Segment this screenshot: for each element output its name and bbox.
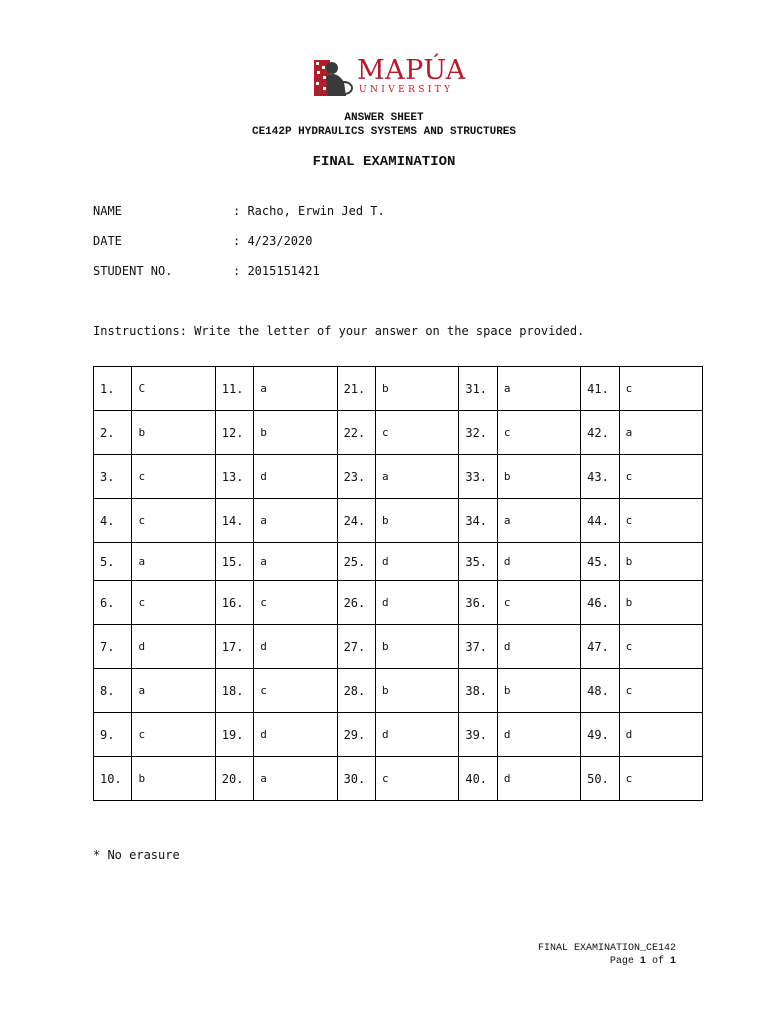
student-label: STUDENT NO.	[93, 264, 173, 278]
question-number: 4.	[94, 499, 132, 543]
student-row	[93, 264, 320, 278]
answer-cell: c	[619, 625, 702, 669]
question-number: 22.	[337, 411, 375, 455]
question-number: 17.	[215, 625, 253, 669]
table-row	[94, 499, 703, 543]
answer-cell: a	[376, 455, 459, 499]
instructions: Instructions: Write the letter of your answer on the space provided.	[93, 324, 585, 338]
question-number: 49.	[581, 713, 619, 757]
question-number: 11.	[215, 367, 253, 411]
answer-cell: d	[619, 713, 702, 757]
question-number: 34.	[459, 499, 497, 543]
answer-cell: a	[497, 499, 580, 543]
answer-cell: d	[376, 543, 459, 581]
logo-emblem-icon	[302, 56, 354, 100]
answer-cell: c	[132, 455, 215, 499]
table-row	[94, 543, 703, 581]
question-number: 36.	[459, 581, 497, 625]
question-number: 25.	[337, 543, 375, 581]
answer-cell: c	[376, 411, 459, 455]
name-row	[93, 204, 385, 218]
table-row	[94, 581, 703, 625]
answer-cell: d	[376, 581, 459, 625]
answer-cell: c	[254, 669, 337, 713]
question-number: 29.	[337, 713, 375, 757]
question-number: 14.	[215, 499, 253, 543]
student-value: : 2015151421	[233, 264, 320, 278]
answer-cell: d	[254, 455, 337, 499]
question-number: 10.	[94, 757, 132, 801]
question-number: 32.	[459, 411, 497, 455]
answer-cell: b	[132, 757, 215, 801]
university-logo	[302, 56, 472, 102]
answer-cell: b	[497, 669, 580, 713]
answer-cell: c	[619, 669, 702, 713]
answer-cell: b	[619, 543, 702, 581]
question-number: 30.	[337, 757, 375, 801]
answer-cell: c	[619, 367, 702, 411]
table-row	[94, 455, 703, 499]
answer-cell: c	[132, 499, 215, 543]
question-number: 33.	[459, 455, 497, 499]
answer-cell: d	[254, 713, 337, 757]
course-title: CE142P HYDRAULICS SYSTEMS AND STRUCTURES	[251, 126, 517, 138]
answer-cell: c	[376, 757, 459, 801]
logo-name: MAPÚA	[357, 55, 466, 86]
answer-cell: a	[254, 757, 337, 801]
question-number: 38.	[459, 669, 497, 713]
answer-cell: a	[254, 543, 337, 581]
question-number: 37.	[459, 625, 497, 669]
question-number: 43.	[581, 455, 619, 499]
question-number: 5.	[94, 543, 132, 581]
page-total: 1	[669, 956, 676, 967]
question-number: 44.	[581, 499, 619, 543]
name-label: NAME	[93, 204, 122, 218]
answer-cell: a	[497, 367, 580, 411]
answer-cell: b	[132, 411, 215, 455]
question-number: 20.	[215, 757, 253, 801]
of-word: of	[651, 956, 664, 967]
note: * No erasure	[93, 848, 180, 862]
question-number: 1.	[94, 367, 132, 411]
question-number: 45.	[581, 543, 619, 581]
page-number: 1	[639, 956, 646, 967]
question-number: 39.	[459, 713, 497, 757]
question-number: 21.	[337, 367, 375, 411]
exam-title: FINAL EXAMINATION	[312, 154, 456, 170]
question-number: 35.	[459, 543, 497, 581]
sheet-title: ANSWER SHEET	[344, 112, 424, 124]
table-row	[94, 713, 703, 757]
name-value: : Racho, Erwin Jed T.	[233, 204, 385, 218]
question-number: 48.	[581, 669, 619, 713]
answer-cell: b	[376, 367, 459, 411]
answer-cell: b	[376, 669, 459, 713]
question-number: 27.	[337, 625, 375, 669]
answer-cell: d	[376, 713, 459, 757]
table-row	[94, 411, 703, 455]
answer-cell: a	[619, 411, 702, 455]
answer-cell: a	[254, 367, 337, 411]
question-number: 12.	[215, 411, 253, 455]
answer-cell: b	[376, 499, 459, 543]
question-number: 23.	[337, 455, 375, 499]
answer-cell: C	[132, 367, 215, 411]
question-number: 7.	[94, 625, 132, 669]
answer-cell: d	[497, 757, 580, 801]
table-row	[94, 625, 703, 669]
question-number: 9.	[94, 713, 132, 757]
answer-cell: c	[497, 581, 580, 625]
answer-cell: d	[497, 625, 580, 669]
question-number: 26.	[337, 581, 375, 625]
question-number: 19.	[215, 713, 253, 757]
table-row	[94, 757, 703, 801]
question-number: 47.	[581, 625, 619, 669]
answer-cell: b	[619, 581, 702, 625]
question-number: 18.	[215, 669, 253, 713]
question-number: 13.	[215, 455, 253, 499]
answer-cell: d	[132, 625, 215, 669]
answer-cell: d	[497, 713, 580, 757]
question-number: 46.	[581, 581, 619, 625]
answer-cell: b	[254, 411, 337, 455]
table-row	[94, 669, 703, 713]
question-number: 40.	[459, 757, 497, 801]
question-number: 8.	[94, 669, 132, 713]
date-label: DATE	[93, 234, 122, 248]
answer-cell: c	[132, 581, 215, 625]
question-number: 6.	[94, 581, 132, 625]
date-row	[93, 234, 312, 248]
question-number: 2.	[94, 411, 132, 455]
date-value: : 4/23/2020	[233, 234, 313, 248]
answer-cell: d	[497, 543, 580, 581]
answer-cell: c	[254, 581, 337, 625]
page-word: Page	[609, 956, 634, 967]
question-number: 15.	[215, 543, 253, 581]
logo-subtitle: UNIVERSITY	[359, 85, 454, 95]
question-number: 41.	[581, 367, 619, 411]
answer-cell: a	[132, 543, 215, 581]
footer-doc: FINAL EXAMINATION_CE142	[537, 943, 676, 954]
answer-cell: d	[254, 625, 337, 669]
answer-cell: a	[254, 499, 337, 543]
question-number: 16.	[215, 581, 253, 625]
answer-cell: c	[497, 411, 580, 455]
answer-cell: b	[376, 625, 459, 669]
answer-cell: a	[132, 669, 215, 713]
question-number: 24.	[337, 499, 375, 543]
page-indicator	[538, 955, 676, 968]
question-number: 28.	[337, 669, 375, 713]
answer-cell: b	[497, 455, 580, 499]
question-number: 42.	[581, 411, 619, 455]
answer-table	[93, 366, 703, 801]
footer	[538, 942, 676, 968]
answer-cell: c	[619, 499, 702, 543]
answer-cell: c	[619, 455, 702, 499]
answer-cell: c	[619, 757, 702, 801]
question-number: 50.	[581, 757, 619, 801]
question-number: 3.	[94, 455, 132, 499]
table-row	[94, 367, 703, 411]
question-number: 31.	[459, 367, 497, 411]
answer-cell: c	[132, 713, 215, 757]
